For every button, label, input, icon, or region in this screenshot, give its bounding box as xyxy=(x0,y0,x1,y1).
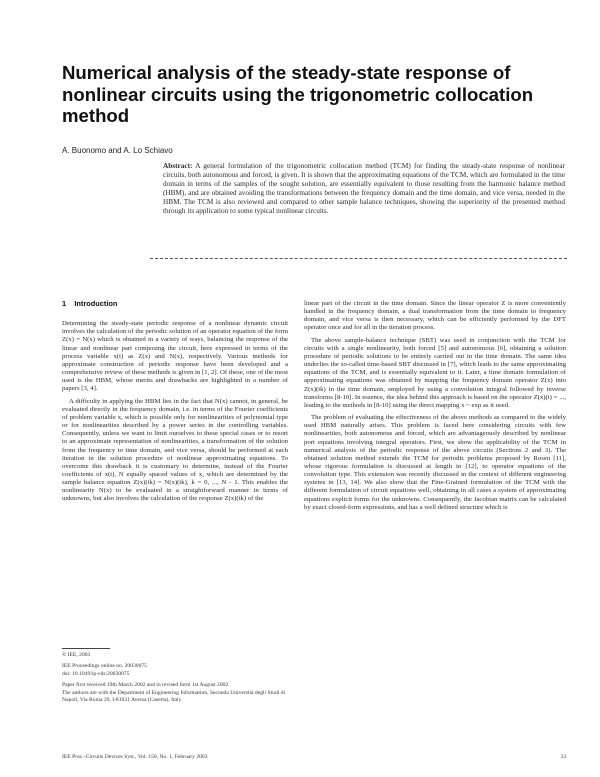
copyright-note: © IEE, 2003 xyxy=(62,652,91,658)
abstract-label: Abstract: xyxy=(163,162,193,170)
right-column xyxy=(304,300,566,516)
body-paragraph: A difficulty in applying the HBM lies in the fact that N(x) cannot, in general, be evaluated directly in the frequency domain, i.e. in terms of the Fourier coefficients of problem variable x, which is possible only for nonlinearities of polynomial type or for nonlinearities described by a power series in the controlling variables. Consequently, unless we want to limit ourselves to these special cases or to resort to an approximate representation of nonlinearities, a transformation of the solution from the frequency to time domain, and vice versa, should be performed at each iteration in the solution procedure of nonlinear approximating equations. To overcome this drawback it is customary to determine, instead of the Fourier coefficients of x(t), N equally spaced values of x, which are determined by the sample balance equation Z(x)(tk) = N(x)(tk), k = 0, ..., N - 1. This enables the nonlinearity N(x) to be evaluated in a straightforward manner in terms of unknowns, but also involves the calculation of the response Z(x)(tk) of the xyxy=(62,397,288,503)
doi-note: doi: 10.1049/ip-cds:20030075 xyxy=(62,670,130,677)
journal-citation: IEE Proc.-Circuits Devices Syst., Vol. 150, No. 1, February 2003 xyxy=(62,754,208,760)
body-paragraph: linear part of the circuit in the time domain. Since the linear operator Z is more conveniently handled in the frequency domain, a dual transformation from the time domain to frequency domain, and vice versa is then necessary, which can be efficiently performed by the DFT operator once and for all in the iteration process. xyxy=(304,300,566,332)
section-heading xyxy=(62,300,288,308)
abstract-text: A general formulation of the trigonometric collocation method (TCM) for finding the steady-state response of nonlinear circuits, both autonomous and forced, is given. It is shown that the approximating equations of the TCM, which are formulated in the time domain in terms of the samples of the sought solution, are essentially equivalent to those resulting from the harmonic balance method (HBM), and are obtained avoiding the transformations between the frequency domain and the time domain, and vice versa, needed in the HBM. The TCM is also reviewed and compared to other sample balance techniques, showing the superiority of the presented method through its application to some typical nonlinear circuits. xyxy=(163,162,565,215)
abstract-divider xyxy=(150,258,567,259)
proceedings-note: IEE Proceedings online no. 20030075 xyxy=(62,663,147,670)
received-note: Paper first received 19th March 2002 and in revised form 1st August 2002 xyxy=(62,682,229,689)
paper-authors: A. Buonomo and A. Lo Schiavo xyxy=(62,146,173,155)
paper-title: Numerical analysis of the steady-state response of nonlinear circuits using the trigonometric collocation method xyxy=(62,62,534,126)
page-number: 33 xyxy=(560,754,566,760)
body-paragraph: The above sample-balance technique (SBT) was used in conjunction with the TCM for circuits with a single nonlinearity, both forced [5] and autonomous [6], obtaining a solution procedure of periodic solutions to be entirely carried out in the time domain. The same idea underlies the so-called time-based SBT discussed in [7], which leads to the same approximating equations of the TCM, and is essentially equivalent to it. Later, a time domain formulation of approximating equations was obtained by mapping the frequency domain operator Z(x) into Z(x)(tk) in the time domain, employed by using a convolution integral followed by inverse transforms [8-10]. In essence, the idea behind this approach is based on the operator Z(x)(t) = ..., leading to the methods in [8-10] using the direct mapping x ~ exp as it used. xyxy=(304,336,566,409)
affiliation-note: The authors are with the Department of Engineering Information, Seconda Università degli Studi di Napoli, Via Roma 29, I-81031 Aversa (Caserta), Italy xyxy=(62,689,286,704)
footnotes xyxy=(62,652,288,704)
body-paragraph: Determining the steady-state periodic response of a nonlinear dynamic circuit involves the calculation of the periodic solution of an operator equation of the form Z(x) = N(x) which is obtained in a variety of ways, balancing the response of the linear and nonlinear part composing the circuit, here expressed in terms of the process variable x(t) as Z(x) and N(x), respectively. Various methods for approximate construction of periodic response have been developed and a comprehensive review of these methods is given in [1, 2]. Of these, one of the most used is the HBM, whose merits and drawbacks are highlighted in a number of papers [3, 4]. xyxy=(62,320,288,393)
left-column xyxy=(62,300,288,508)
body-paragraph: The problem of evaluating the effectiveness of the above methods as compared to the widely used HBM naturally arises. This problem is faced here considering circuits with few nonlinearities, both autonomous and forced, which are advantageously described by nonlinear port equations involving integral operators. First, we show the applicability of the TCM in numerical analysis of the periodic response of the above circuits (Sections 2 and 3). The obtained solution method extends the TCM for periodic problems proposed by Rosen [11], whose rigorous formulation is discussed at length in [12], to operator equations of the convolution type. This extension was recently discussed in the context of different engineering systems in [13, 14]. We also show that the Fine-Grained formulation of the TCM with the different formulation of circuit equations well, obtaining in all cases a system of approximating equations explicit forms for the unknowns. Consequently, the Jacobian matrix can be calculated by exact closed-form expressions, and has a well defined structure which is xyxy=(304,414,566,511)
abstract-block xyxy=(163,162,565,215)
section-number: 1 xyxy=(62,299,67,308)
section-title: Introduction xyxy=(74,299,118,308)
page-footer xyxy=(62,754,566,760)
footnote-divider xyxy=(62,648,110,649)
